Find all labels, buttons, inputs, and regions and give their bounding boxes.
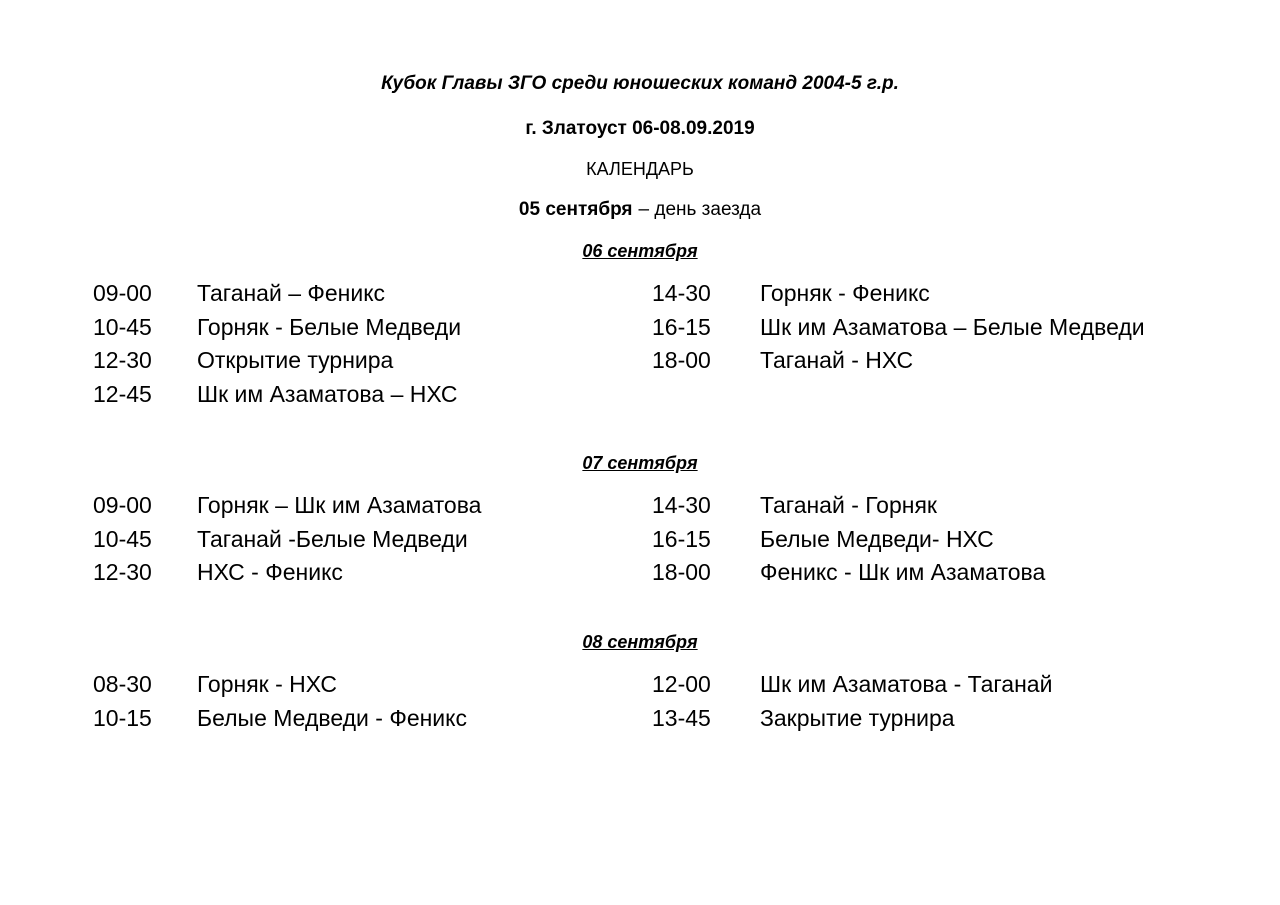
match-time: 08-30: [93, 671, 152, 698]
match-row: [640, 702, 1280, 736]
day-date: 08 сентября: [582, 632, 698, 652]
match-time: 18-00: [652, 559, 711, 586]
match-label: НХС - Феникс: [197, 559, 343, 586]
day-header: [0, 631, 1280, 654]
match-time: 10-45: [93, 525, 152, 552]
arrival-date: 05 сентября: [518, 199, 633, 220]
match-label: Таганай -Белые Медведи: [197, 525, 468, 552]
match-label: Таганай - НХС: [760, 347, 914, 374]
match-row: [640, 344, 1280, 378]
day-date: 07 сентября: [582, 453, 698, 473]
match-row: [640, 489, 1280, 523]
match-row: [640, 277, 1280, 311]
match-row: [640, 668, 1280, 702]
match-time: 18-00: [652, 347, 711, 374]
day-header: [0, 452, 1280, 475]
match-label: Горняк - Феникс: [760, 280, 930, 307]
location-and-dates: г. Златоуст 06-08.09.2019: [525, 118, 755, 139]
match-time: 09-00: [93, 280, 152, 307]
day-block: [0, 240, 1280, 411]
match-row: [0, 378, 640, 412]
match-time: 12-45: [93, 380, 152, 407]
day-rows: [0, 277, 1280, 411]
match-row: [0, 277, 640, 311]
document-title: Кубок Главы ЗГО среди юношеских команд 2004-5 г.р.: [381, 73, 899, 94]
match-label: Горняк - НХС: [197, 671, 337, 698]
match-row: [0, 489, 640, 523]
match-time: 14-30: [652, 492, 711, 519]
day-date: 06 сентября: [582, 241, 698, 261]
day-rows: [0, 489, 1280, 590]
day-block: [0, 631, 1280, 735]
match-label: Открытие турнира: [197, 347, 394, 374]
match-label: Таганай – Феникс: [197, 280, 386, 307]
day-column-right: [640, 668, 1280, 735]
day-rows: [0, 668, 1280, 735]
day-column-left: [0, 489, 640, 590]
match-label: Закрытие турнира: [760, 704, 955, 731]
arrival-note: – день заезда: [638, 199, 762, 220]
match-row: [0, 702, 640, 736]
match-time: 16-15: [652, 525, 711, 552]
match-row: [0, 523, 640, 557]
match-time: 14-30: [652, 280, 711, 307]
match-time: 16-15: [652, 313, 711, 340]
match-row: [0, 668, 640, 702]
match-time: 13-45: [652, 704, 711, 731]
match-time: 12-30: [93, 347, 152, 374]
match-time: 10-45: [93, 313, 152, 340]
match-time: 12-00: [652, 671, 711, 698]
match-label: Шк им Азаматова – НХС: [197, 380, 458, 407]
match-label: Горняк - Белые Медведи: [197, 313, 462, 340]
day-header: [0, 240, 1280, 263]
match-time: 09-00: [93, 492, 152, 519]
day-column-left: [0, 277, 640, 411]
match-label: Шк им Азаматова - Таганай: [760, 671, 1053, 698]
match-time: 10-15: [93, 704, 152, 731]
match-row: [0, 556, 640, 590]
match-label: Белые Медведи- НХС: [760, 525, 994, 552]
match-row: [640, 311, 1280, 345]
match-row: [0, 344, 640, 378]
day-column-left: [0, 668, 640, 735]
match-row: [640, 556, 1280, 590]
match-label: Шк им Азаматова – Белые Медведи: [760, 313, 1145, 340]
match-row: [640, 523, 1280, 557]
day-column-right: [640, 489, 1280, 590]
calendar-heading: КАЛЕНДАРЬ: [586, 159, 694, 179]
match-label: Таганай - Горняк: [760, 492, 937, 519]
match-label: Феникс - Шк им Азаматова: [760, 559, 1046, 586]
match-row: [0, 311, 640, 345]
match-time: 12-30: [93, 559, 152, 586]
match-label: Горняк – Шк им Азаматова: [197, 492, 482, 519]
day-column-right: [640, 277, 1280, 411]
match-label: Белые Медведи - Феникс: [197, 704, 467, 731]
day-block: [0, 452, 1280, 590]
